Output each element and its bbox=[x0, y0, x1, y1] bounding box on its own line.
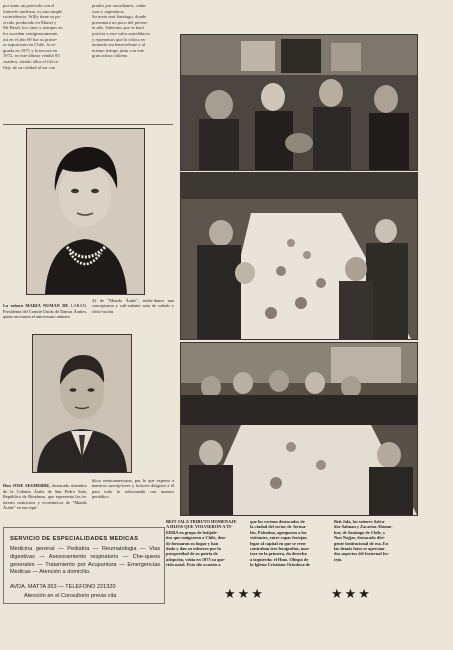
intro-text-middle: prados por ancudianos, cadas ruos y argentinos. Su meta será Santiago, donde presentará un poco del presen- te año. Sabemos que se hará justicia a este valor autodidacta y esperamos que la crítica es- tarinada sea benevolente y al mismo tiempo justa con este gran artista chileno. bbox=[92, 3, 150, 59]
medical-services-ad bbox=[3, 527, 165, 604]
caption-maria-lead: La señora MARIA NUMAN DE bbox=[3, 303, 69, 309]
portrait-photo-maria bbox=[26, 128, 145, 295]
caption-jose-seghebre bbox=[3, 478, 87, 510]
intro-text-left: por tanto un parecido con el franceés tarifiano, es una simple coincidencia. Willy tiene su pa- recido producido en Monet y Mr Breal, los cines y tiempos en los sucedan vertiginosamente, así en el año 69 fue su prime- ra exposición en Chile, la se- gunda en 1971 y la tercera en 1972, en este último vendió 85 cuadros, siendo allos el fiel re- flejo de su calidad al ser con bbox=[3, 3, 63, 70]
ad-title: SERVICIO DE ESPECIALIDADES MEDICAS bbox=[10, 536, 139, 542]
banquet-photo-bottom bbox=[180, 342, 418, 516]
article-beit-jala-col3: Beit Jala, los señores Salva- dor Salman y Zacarias Abumo- hor, de Santiago de Chile, y Non Najjar, destacado diri- gente institucional de esa. En las demás fotos se aprecian dos aspectos del fraternal fes- tejo. bbox=[334, 519, 393, 562]
portrait-jose-image bbox=[33, 335, 131, 472]
article-beit-jala-col1: BEIT JALA TRIBUTO HOMENAJE A HIJOS QUE VOLVIERON A TI- ERRA en grupo de beitjale- ños que emigraron a Chile, don- de formaron su hogar y han dado y dan su esfuerzo por la prosperidad de su patria de adopción, visita en 1973 su que- rida natal. Foto dio ocasión a bbox=[166, 519, 237, 568]
portrait-maria-image bbox=[27, 129, 144, 294]
caption-maria-continued: 42 de "Mundo Árabe", reelar-dance una conceptuosa y cali-eulante nota de saludo y felici-tación. bbox=[92, 298, 174, 314]
ad-services-list: Medicina general — Pediatria — Reumatologia — Vias digestivas — Asesoramiento respiratorio — Che-queos generales — Tratamiento por Acupuntura — Emergencias Medicas — Atención a domicilio. bbox=[10, 546, 160, 576]
group-photo-top-image bbox=[181, 35, 417, 170]
section-end-stars-right: ★★★ bbox=[331, 587, 372, 602]
caption-maria-text: LARAN, Presidenta del Comité Unido de Damas Árabes, quien asociaron el aniversario número bbox=[3, 303, 88, 320]
group-photo-top bbox=[180, 34, 418, 171]
banquet-photo-middle bbox=[180, 172, 418, 340]
ad-address-phone: AVDA. MATTA 363 — TELEFONO 221320 bbox=[10, 584, 116, 590]
portrait-photo-jose bbox=[32, 334, 132, 473]
section-divider bbox=[3, 124, 173, 125]
caption-maria-numan bbox=[3, 298, 87, 320]
caption-jose-continued: blica centroamericana, por lo que expresa a nuestros suscrip-tores y lectores dirigirse a él para todo lo relacionado con nuestro periódico. bbox=[92, 478, 174, 500]
article-beit-jala-col2: que los vecinos destacados de la ciudad del sector de Jerusa- lén, Palestina, agruparon a los visitantes, entre copas festejan legar al capital en que se reen- contraban tres fotografías, mos- trar en la primera, da derecha a izquierda: el Hmo. Obispo de la Iglesia Cristiana Ortodoxa de bbox=[250, 519, 311, 568]
banquet-photo-middle-image bbox=[181, 173, 417, 339]
caption-jose-lead: Don JOSE SEGHEBRE, bbox=[3, 483, 51, 489]
caption-jose-text: destacado miembro de la Colonia Árabe de San Pedro Sula, República de Honduras, que representa los in-tereses noticiosos y económicos de "Mundo Árabe" en esa repú- bbox=[3, 483, 87, 511]
section-end-stars-left: ★★★ bbox=[224, 587, 265, 602]
ad-hours: Atención en el Consultorio previa cita bbox=[24, 593, 117, 599]
banquet-photo-bottom-image bbox=[181, 343, 417, 515]
